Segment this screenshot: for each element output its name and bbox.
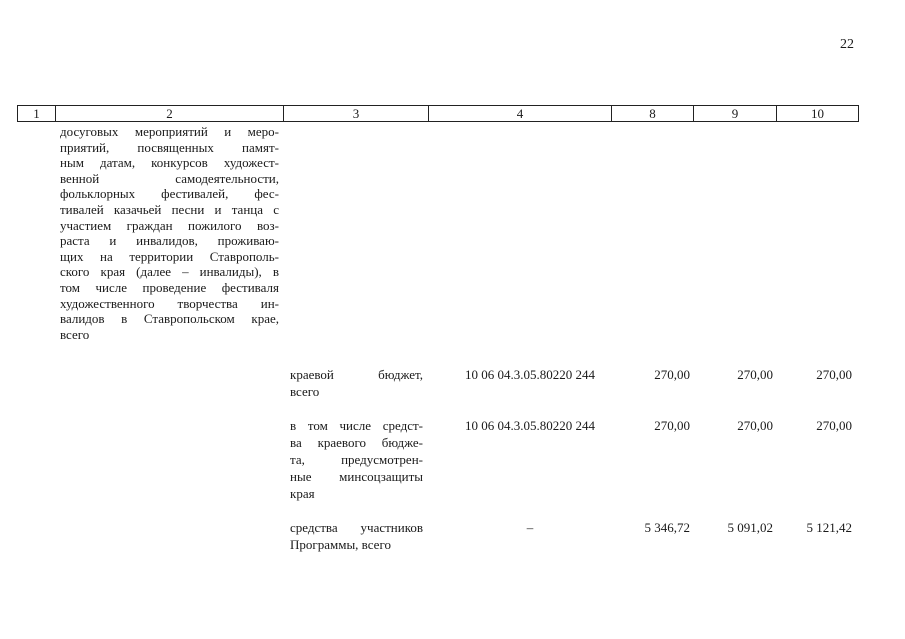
description-line: ского края (далее – инвалиды), в [60, 264, 279, 280]
description-line: приятий, посвященных памят- [60, 139, 279, 155]
page-number: 22 [840, 37, 854, 52]
budget-code: 10 06 04.3.05.80220 244 [465, 367, 595, 382]
description-line: досуговых мероприятий и меро- [60, 124, 279, 139]
description-line: венной самодеятельности, [60, 170, 279, 186]
funding-source-participants: средства участников Программы, всего [290, 520, 423, 552]
description-line: ным датам, конкурсов художест- [60, 155, 279, 171]
description-line: валидов в Ставропольском крае, [60, 311, 279, 327]
value-col-9: 270,00 [737, 418, 773, 433]
description-line: тивалей казачьей песни и танца с [60, 201, 279, 217]
header-col-3: 3 [284, 106, 429, 121]
value-col-9: 270,00 [737, 367, 773, 382]
funding-source-ministry: в том числе средст- ва краевого бюдже- та, предусмотрен- ные минсоцзащиты края [290, 418, 423, 501]
value-col-10: 270,00 [816, 418, 852, 433]
description-line: участием граждан пожилого воз- [60, 217, 279, 233]
budget-code: – [526, 520, 534, 535]
header-col-8: 8 [612, 106, 694, 121]
description-line: щих на территории Ставрополь- [60, 248, 279, 264]
value-col-8: 270,00 [654, 367, 690, 382]
header-col-2: 2 [56, 106, 284, 121]
header-col-4: 4 [429, 106, 612, 121]
value-col-9: 5 091,02 [727, 520, 773, 535]
table-header-row [17, 105, 859, 122]
description-line: всего [60, 326, 90, 342]
description-line: раста и инвалидов, проживаю- [60, 233, 279, 249]
budget-code: 10 06 04.3.05.80220 244 [465, 418, 595, 433]
header-col-9: 9 [694, 106, 777, 121]
value-col-10: 5 121,42 [806, 520, 852, 535]
header-col-1: 1 [18, 106, 56, 121]
value-col-8: 270,00 [654, 418, 690, 433]
header-col-10: 10 [811, 106, 824, 121]
value-col-10: 270,00 [816, 367, 852, 382]
description-line: художественного творчества ин- [60, 295, 279, 311]
value-col-8: 5 346,72 [644, 520, 690, 535]
funding-source-regional-budget: краевой бюджет, всего [290, 367, 423, 399]
description-line: том числе проведение фестиваля [60, 279, 279, 295]
description-line: фольклорных фестивалей, фес- [60, 186, 279, 202]
event-description [60, 124, 279, 342]
